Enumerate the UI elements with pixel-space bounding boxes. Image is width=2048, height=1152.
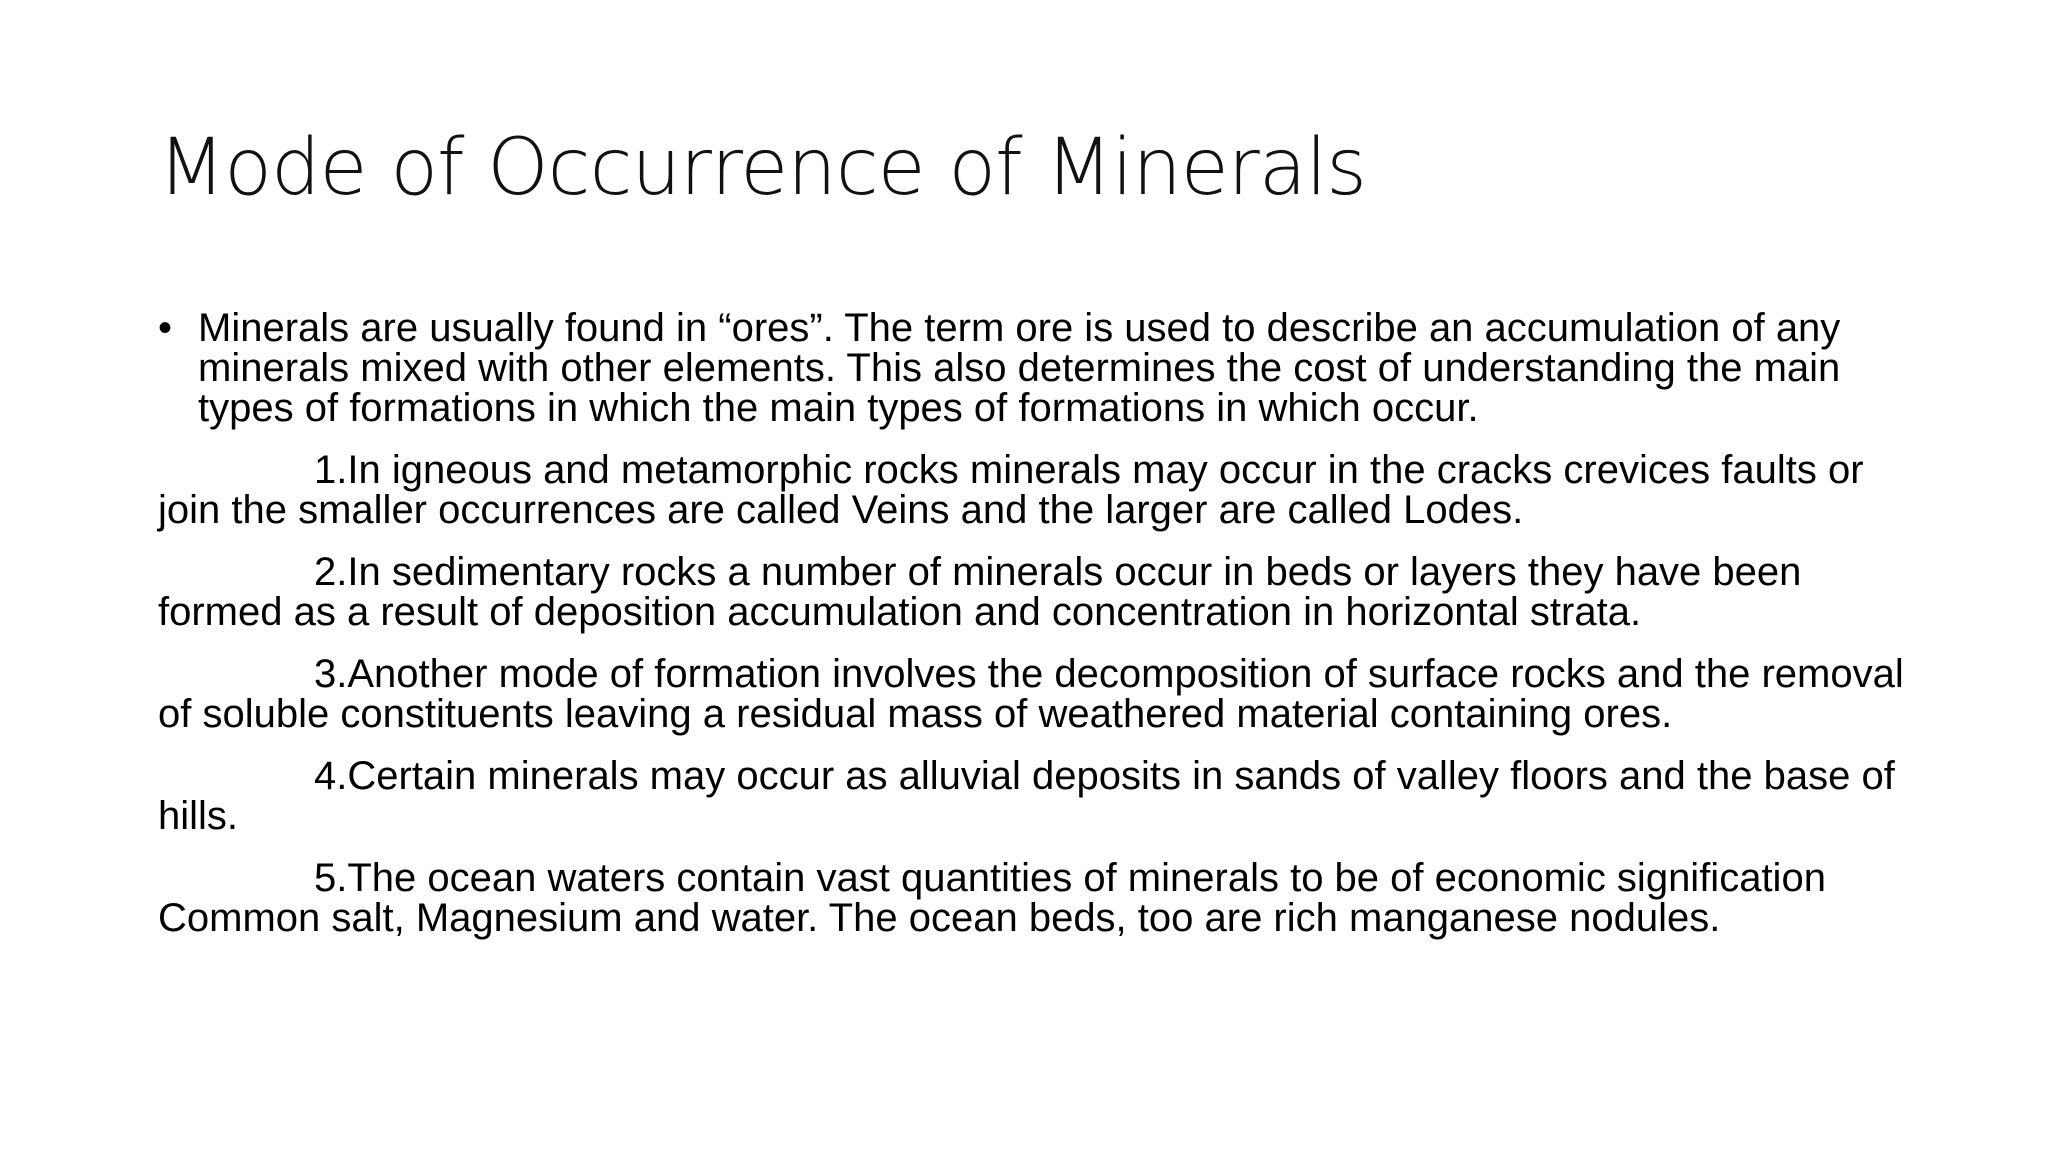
slide-title: Mode of Occurrence of Minerals xyxy=(158,123,1366,213)
slide-body xyxy=(158,308,1918,960)
numbered-item-1: 1.In igneous and metamorphic rocks minerals may occur in the cracks crevices faults or join the smaller occurrences are called Veins and the larger are called Lodes. xyxy=(158,448,1864,532)
bullet-paragraph xyxy=(158,308,1918,428)
numbered-item-4: 4.Certain minerals may occur as alluvial deposits in sands of valley floors and the base of hills. xyxy=(158,754,1895,838)
bullet-text: Minerals are usually found in “ores”. The term ore is used to describe an accumulation of any minerals mixed with other elements. This also determines the cost of understanding the main types of formations in which the main types of formations in which occur. xyxy=(198,306,1841,430)
numbered-item-2: 2.In sedimentary rocks a number of minerals occur in beds or layers they have been formed as a result of deposition accumulation and concentration in horizontal strata. xyxy=(158,550,1802,634)
bullet-marker: • xyxy=(158,306,173,350)
numbered-item-3: 3.Another mode of formation involves the decomposition of surface rocks and the removal of soluble constituents leaving a residual mass of weathered material containing ores. xyxy=(158,652,1904,736)
numbered-item-5: 5.The ocean waters contain vast quantities of minerals to be of economic signification Common salt, Magnesium and water. The ocean beds, too are rich manganese nodules. xyxy=(158,856,1826,940)
